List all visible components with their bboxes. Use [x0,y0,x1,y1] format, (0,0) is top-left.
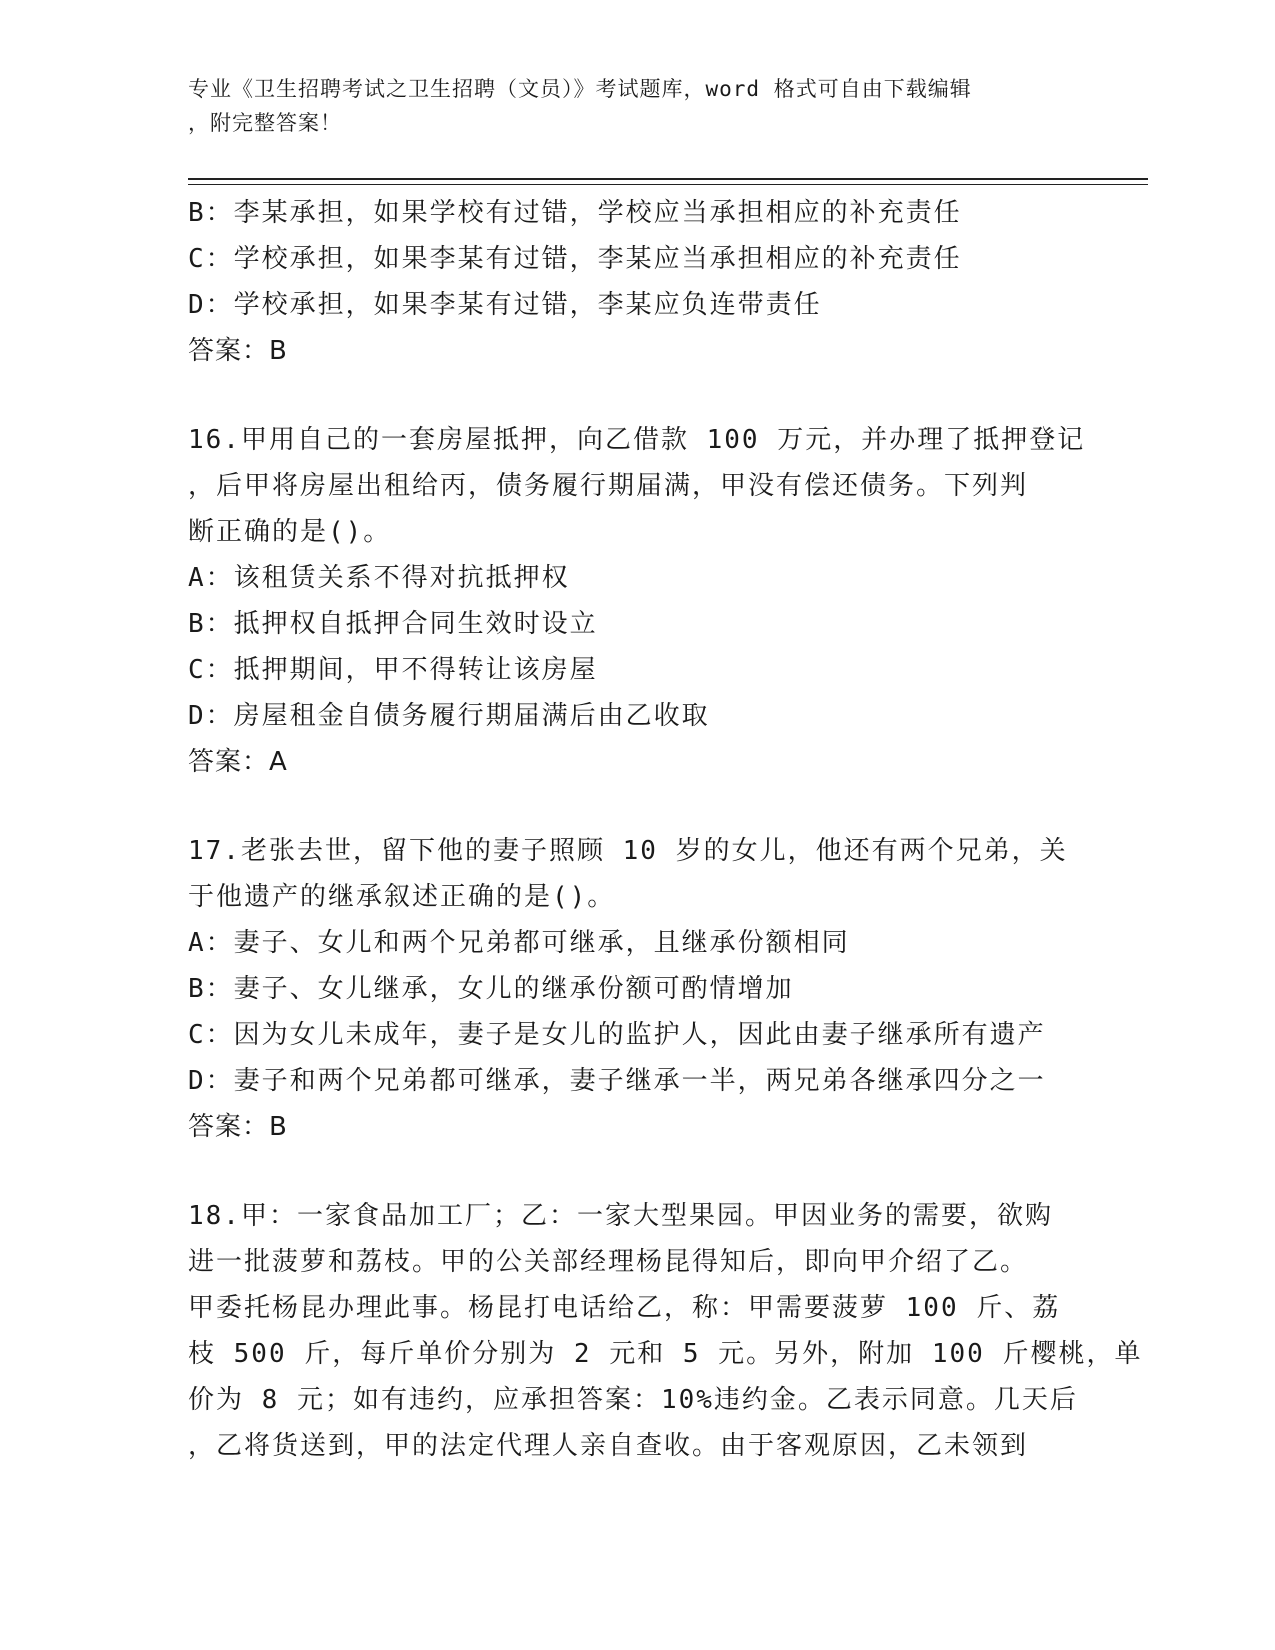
question-block-18 [188,1193,1143,1469]
header-line: ，附完整答案！ [188,111,342,135]
question-stem-line: 断正确的是()。 [188,517,392,547]
option-b: B：李某承担，如果学校有过错，学校应当承担相应的补充责任 [188,198,962,228]
option-b: B：抵押权自抵押合同生效时设立 [188,609,598,639]
question-gap [188,785,1088,828]
header-rule-thick [188,178,1148,180]
option-d: D：学校承担，如果李某有过错，李某应负连带责任 [188,290,822,320]
question-stem-line: 枝 500 斤，每斤单价分别为 2 元和 5 元。另外，附加 100 斤樱桃，单 [188,1339,1143,1369]
question-block-16 [188,417,1088,785]
option-d: D：妻子和两个兄弟都可继承，妻子继承一半，两兄弟各继承四分之一 [188,1066,1046,1096]
header-line: 专业《卫生招聘考试之卫生招聘（文员）》考试题库，word 格式可自由下载编辑 [188,77,972,101]
question-stem-line: ，乙将货送到，甲的法定代理人亲自查收。由于客观原因，乙未领到 [188,1431,1029,1461]
option-d: D：房屋租金自债务履行期届满后由乙收取 [188,701,710,731]
question-stem-line: 甲委托杨昆办理此事。杨昆打电话给乙，称：甲需要菠萝 100 斤、荔 [188,1293,1061,1323]
document-header [188,72,1068,140]
option-c: C：抵押期间，甲不得转让该房屋 [188,655,598,685]
question-stem-line: 进一批菠萝和荔枝。甲的公关部经理杨昆得知后，即向甲介绍了乙。 [188,1247,1029,1277]
option-c: C：因为女儿未成年，妻子是女儿的监护人，因此由妻子继承所有遗产 [188,1020,1046,1050]
question-stem-line: 18.甲：一家食品加工厂；乙：一家大型果园。甲因业务的需要，欲购 [188,1201,1053,1231]
option-a: A：妻子、女儿和两个兄弟都可继承，且继承份额相同 [188,928,850,958]
header-rule-thin [188,184,1148,185]
option-b: B：妻子、女儿继承，女儿的继承份额可酌情增加 [188,974,794,1004]
question-block-17 [188,828,1088,1150]
answer-line: 答案：B [188,336,288,366]
question-content [188,190,1143,1469]
answer-line: 答案：B [188,1112,288,1142]
question-stem-line: 16.甲用自己的一套房屋抵押，向乙借款 100 万元，并办理了抵押登记 [188,425,1086,455]
question-stem-line: 17.老张去世，留下他的妻子照顾 10 岁的女儿，他还有两个兄弟，关 [188,836,1068,866]
answer-line: 答案：A [188,747,288,777]
question-gap [188,374,1088,417]
option-a: A：该租赁关系不得对抗抵押权 [188,563,570,593]
question-stem-line: 价为 8 元；如有违约，应承担答案：10%违约金。乙表示同意。几天后 [188,1385,1078,1415]
question-block-15-continued [188,190,1088,374]
question-stem-line: 于他遗产的继承叙述正确的是()。 [188,882,616,912]
question-gap [188,1150,1088,1193]
option-c: C：学校承担，如果李某有过错，李某应当承担相应的补充责任 [188,244,962,274]
question-stem-line: ，后甲将房屋出租给丙，债务履行期届满，甲没有偿还债务。下列判 [188,471,1029,501]
